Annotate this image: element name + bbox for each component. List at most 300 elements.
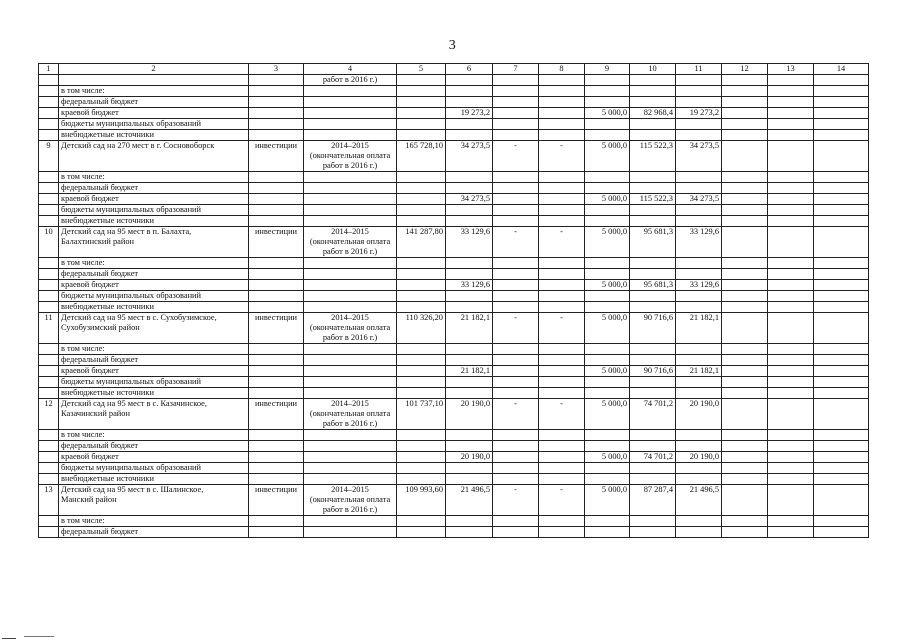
item-type: инвестиции [249, 313, 304, 324]
item-period: работ в 2016 г.) [304, 505, 397, 516]
empty-cell [722, 516, 768, 527]
empty-cell [493, 419, 539, 430]
table-row [39, 247, 869, 258]
empty-cell [39, 280, 59, 291]
empty-cell [39, 430, 59, 441]
empty-cell [722, 86, 768, 97]
empty-cell [539, 430, 585, 441]
empty-cell [585, 409, 630, 419]
empty-cell [814, 280, 869, 291]
table-row [39, 485, 869, 496]
empty-cell [397, 527, 446, 538]
empty-cell [722, 172, 768, 183]
empty-cell [304, 474, 397, 485]
empty-cell [585, 355, 630, 366]
empty-cell [814, 463, 869, 474]
empty-cell [768, 97, 814, 108]
value-cell: 34 273,5 [446, 141, 493, 152]
empty-cell [630, 344, 676, 355]
empty-cell [676, 430, 722, 441]
empty-cell [630, 216, 676, 227]
empty-cell [446, 97, 493, 108]
empty-cell [39, 474, 59, 485]
table-row [39, 505, 869, 516]
empty-cell [397, 463, 446, 474]
empty-cell [814, 409, 869, 419]
table-row [39, 97, 869, 108]
value-cell: 34 273,5 [676, 194, 722, 205]
empty-cell [539, 75, 585, 86]
empty-cell [39, 377, 59, 388]
value-cell: - [539, 313, 585, 324]
empty-cell [397, 409, 446, 419]
empty-cell [304, 172, 397, 183]
table-row [39, 86, 869, 97]
table-row [39, 463, 869, 474]
funding-source-label: бюджеты муниципальных образований [59, 463, 249, 474]
empty-cell [814, 452, 869, 463]
empty-cell [630, 430, 676, 441]
empty-cell [539, 366, 585, 377]
empty-cell [768, 377, 814, 388]
empty-cell [722, 527, 768, 538]
empty-cell [446, 75, 493, 86]
empty-cell [814, 441, 869, 452]
value-cell: - [493, 485, 539, 496]
empty-cell [768, 86, 814, 97]
value-cell: 5 000,0 [585, 194, 630, 205]
value-cell: 5 000,0 [585, 280, 630, 291]
funding-source-label: бюджеты муниципальных образований [59, 291, 249, 302]
empty-cell [676, 237, 722, 247]
item-period: 2014–2015 [304, 141, 397, 152]
empty-cell [722, 495, 768, 505]
empty-cell [630, 388, 676, 399]
table-row [39, 441, 869, 452]
empty-cell [539, 130, 585, 141]
empty-cell [249, 97, 304, 108]
value-cell: 5 000,0 [585, 313, 630, 324]
empty-cell [585, 247, 630, 258]
empty-cell [397, 216, 446, 227]
empty-cell [676, 130, 722, 141]
empty-cell [493, 474, 539, 485]
empty-cell [814, 119, 869, 130]
empty-cell [722, 344, 768, 355]
table-row [39, 474, 869, 485]
value-cell: - [539, 485, 585, 496]
empty-cell [676, 323, 722, 333]
empty-cell [493, 108, 539, 119]
empty-cell [397, 97, 446, 108]
empty-cell [446, 419, 493, 430]
empty-cell [585, 323, 630, 333]
empty-cell [397, 280, 446, 291]
empty-cell [249, 333, 304, 344]
empty-cell [493, 291, 539, 302]
empty-cell [493, 247, 539, 258]
empty-cell [814, 151, 869, 161]
empty-cell [539, 237, 585, 247]
empty-cell [676, 161, 722, 172]
item-period: 2014–2015 [304, 313, 397, 324]
empty-cell [676, 172, 722, 183]
empty-cell [304, 377, 397, 388]
empty-cell [722, 97, 768, 108]
empty-cell [722, 227, 768, 238]
empty-cell [249, 86, 304, 97]
value-cell: 21 182,1 [446, 313, 493, 324]
empty-cell [493, 495, 539, 505]
empty-cell [768, 527, 814, 538]
value-cell: 20 190,0 [446, 399, 493, 410]
funding-source-label: федеральный бюджет [59, 527, 249, 538]
empty-cell [814, 237, 869, 247]
value-cell: 34 273,5 [446, 194, 493, 205]
empty-cell [539, 409, 585, 419]
empty-cell [768, 485, 814, 496]
empty-cell [493, 205, 539, 216]
empty-cell [249, 269, 304, 280]
empty-cell [676, 151, 722, 161]
empty-cell [446, 409, 493, 419]
item-name-cont: Балахтинский район [59, 237, 249, 247]
empty-cell [814, 86, 869, 97]
empty-cell [768, 474, 814, 485]
empty-cell [722, 485, 768, 496]
empty-cell [539, 247, 585, 258]
empty-cell [814, 216, 869, 227]
empty-cell [493, 183, 539, 194]
item-number: 10 [39, 227, 59, 238]
empty-cell [493, 355, 539, 366]
value-cell: 90 716,6 [630, 313, 676, 324]
funding-source-label: бюджеты муниципальных образований [59, 377, 249, 388]
empty-cell [446, 172, 493, 183]
funding-source-label: краевой бюджет [59, 108, 249, 119]
empty-cell [397, 474, 446, 485]
empty-cell [397, 237, 446, 247]
empty-cell [39, 452, 59, 463]
empty-cell [722, 313, 768, 324]
empty-cell [768, 388, 814, 399]
empty-cell [39, 388, 59, 399]
empty-cell [397, 130, 446, 141]
table-row [39, 108, 869, 119]
table-row [39, 205, 869, 216]
empty-cell [814, 366, 869, 377]
empty-cell [304, 355, 397, 366]
empty-cell [814, 183, 869, 194]
empty-cell [768, 227, 814, 238]
empty-cell [768, 269, 814, 280]
empty-cell [446, 333, 493, 344]
empty-cell [397, 377, 446, 388]
empty-cell [249, 355, 304, 366]
empty-cell [249, 441, 304, 452]
empty-cell [768, 151, 814, 161]
empty-cell [39, 355, 59, 366]
empty-cell [304, 527, 397, 538]
empty-cell [722, 355, 768, 366]
empty-cell [493, 463, 539, 474]
empty-cell [768, 409, 814, 419]
empty-cell [630, 119, 676, 130]
funding-source-label: внебюджетные источники [59, 302, 249, 313]
funding-source-label: краевой бюджет [59, 366, 249, 377]
empty-cell [493, 75, 539, 86]
empty-cell [539, 463, 585, 474]
empty-cell [630, 516, 676, 527]
empty-cell [249, 75, 304, 86]
value-cell: 33 129,6 [676, 280, 722, 291]
empty-cell [493, 237, 539, 247]
empty-cell [676, 527, 722, 538]
empty-cell [397, 183, 446, 194]
empty-cell [397, 119, 446, 130]
table-row [39, 194, 869, 205]
item-period: работ в 2016 г.) [304, 247, 397, 258]
empty-cell [39, 258, 59, 269]
empty-cell [39, 505, 59, 516]
scan-artifact [24, 636, 54, 637]
empty-cell [722, 419, 768, 430]
empty-cell [539, 86, 585, 97]
empty-cell [676, 216, 722, 227]
value-cell: 33 129,6 [446, 227, 493, 238]
empty-cell [539, 280, 585, 291]
funding-source-label: внебюджетные источники [59, 216, 249, 227]
empty-cell [676, 388, 722, 399]
empty-cell [446, 247, 493, 258]
empty-cell [493, 302, 539, 313]
empty-cell [585, 269, 630, 280]
empty-cell [676, 516, 722, 527]
empty-cell [59, 75, 249, 86]
empty-cell [814, 355, 869, 366]
empty-cell [304, 258, 397, 269]
value-cell: - [493, 399, 539, 410]
empty-cell [249, 280, 304, 291]
empty-cell [768, 237, 814, 247]
empty-cell [539, 323, 585, 333]
empty-cell [493, 388, 539, 399]
empty-cell [585, 258, 630, 269]
table-row [39, 333, 869, 344]
empty-cell [304, 463, 397, 474]
empty-cell [768, 430, 814, 441]
value-cell: 20 190,0 [676, 399, 722, 410]
empty-cell [539, 194, 585, 205]
empty-cell [249, 161, 304, 172]
empty-cell [304, 108, 397, 119]
value-cell: 21 182,1 [676, 366, 722, 377]
empty-cell [814, 495, 869, 505]
empty-cell [397, 161, 446, 172]
empty-cell [814, 130, 869, 141]
empty-cell [585, 419, 630, 430]
empty-cell [39, 237, 59, 247]
empty-cell [39, 344, 59, 355]
empty-cell [397, 291, 446, 302]
empty-cell [446, 377, 493, 388]
column-number: 9 [585, 64, 630, 75]
value-cell: 115 522,3 [630, 194, 676, 205]
empty-cell [814, 291, 869, 302]
value-cell: 5 000,0 [585, 108, 630, 119]
empty-cell [39, 119, 59, 130]
empty-cell [446, 505, 493, 516]
empty-cell [249, 474, 304, 485]
funding-source-label: федеральный бюджет [59, 441, 249, 452]
empty-cell [722, 399, 768, 410]
empty-cell [722, 441, 768, 452]
empty-cell [397, 302, 446, 313]
empty-cell [249, 108, 304, 119]
empty-cell [304, 86, 397, 97]
funding-source-label: в том числе: [59, 258, 249, 269]
empty-cell [39, 108, 59, 119]
empty-cell [446, 269, 493, 280]
item-period: работ в 2016 г.) [304, 419, 397, 430]
value-cell: 34 273,5 [676, 141, 722, 152]
item-number: 12 [39, 399, 59, 410]
empty-cell [539, 216, 585, 227]
empty-cell [768, 495, 814, 505]
empty-cell [397, 258, 446, 269]
value-cell: 21 496,5 [446, 485, 493, 496]
empty-cell [249, 527, 304, 538]
empty-cell [630, 495, 676, 505]
empty-cell [446, 205, 493, 216]
value-cell: - [539, 227, 585, 238]
empty-cell [539, 302, 585, 313]
empty-cell [397, 516, 446, 527]
empty-cell [397, 247, 446, 258]
empty-cell [446, 119, 493, 130]
empty-cell [585, 151, 630, 161]
empty-cell [585, 237, 630, 247]
empty-cell [493, 430, 539, 441]
empty-cell [39, 151, 59, 161]
empty-cell [39, 516, 59, 527]
empty-cell [768, 119, 814, 130]
value-cell: 19 273,2 [676, 108, 722, 119]
empty-cell [397, 323, 446, 333]
empty-cell [39, 97, 59, 108]
empty-cell [585, 97, 630, 108]
empty-cell [493, 130, 539, 141]
empty-cell [446, 430, 493, 441]
empty-cell [630, 172, 676, 183]
item-number: 9 [39, 141, 59, 152]
table-row [39, 237, 869, 247]
table-row [39, 172, 869, 183]
table-row [39, 75, 869, 86]
empty-cell [539, 355, 585, 366]
empty-cell [539, 269, 585, 280]
item-name-cont: Казачинский район [59, 409, 249, 419]
column-number: 13 [768, 64, 814, 75]
empty-cell [249, 323, 304, 333]
empty-cell [768, 399, 814, 410]
empty-cell [768, 302, 814, 313]
empty-cell [39, 409, 59, 419]
item-period: (окончательная оплата [304, 151, 397, 161]
item-type: инвестиции [249, 399, 304, 410]
empty-cell [249, 452, 304, 463]
value-cell: 74 701,2 [630, 399, 676, 410]
column-number: 2 [59, 64, 249, 75]
empty-cell [722, 302, 768, 313]
table-row [39, 419, 869, 430]
empty-cell [722, 291, 768, 302]
empty-cell [249, 172, 304, 183]
item-name-cont: Сухобузимский район [59, 323, 249, 333]
empty-cell [446, 388, 493, 399]
empty-cell [539, 172, 585, 183]
empty-cell [249, 463, 304, 474]
item-type: инвестиции [249, 227, 304, 238]
empty-cell [539, 291, 585, 302]
empty-cell [814, 527, 869, 538]
value-cell: 87 287,4 [630, 485, 676, 496]
empty-cell [722, 119, 768, 130]
funding-source-label: федеральный бюджет [59, 97, 249, 108]
empty-cell [585, 495, 630, 505]
empty-cell [493, 377, 539, 388]
empty-cell [446, 516, 493, 527]
empty-cell [539, 333, 585, 344]
empty-cell [768, 258, 814, 269]
empty-cell [493, 258, 539, 269]
table-row [39, 366, 869, 377]
empty-cell [676, 183, 722, 194]
empty-cell [722, 269, 768, 280]
empty-cell [814, 108, 869, 119]
item-name-cont [59, 151, 249, 161]
empty-cell [814, 313, 869, 324]
item-name: Детский сад на 95 мест в п. Балахта, [59, 227, 249, 238]
item-type: инвестиции [249, 141, 304, 152]
table-row [39, 183, 869, 194]
table-row [39, 280, 869, 291]
empty-cell [768, 516, 814, 527]
empty-cell [249, 216, 304, 227]
funding-source-label: бюджеты муниципальных образований [59, 205, 249, 216]
empty-cell [539, 516, 585, 527]
empty-cell [814, 141, 869, 152]
empty-cell [304, 130, 397, 141]
empty-cell [493, 527, 539, 538]
empty-cell [397, 366, 446, 377]
empty-cell [493, 216, 539, 227]
empty-cell [539, 258, 585, 269]
empty-cell [493, 333, 539, 344]
empty-cell [493, 172, 539, 183]
table-row [39, 141, 869, 152]
empty-cell [630, 441, 676, 452]
empty-cell [446, 527, 493, 538]
item-name: Детский сад на 270 мест в г. Сосновоборск [59, 141, 249, 152]
empty-cell [585, 474, 630, 485]
empty-cell [676, 495, 722, 505]
empty-cell [676, 419, 722, 430]
empty-cell [722, 388, 768, 399]
empty-cell [768, 141, 814, 152]
column-number: 5 [397, 64, 446, 75]
empty-cell [676, 75, 722, 86]
